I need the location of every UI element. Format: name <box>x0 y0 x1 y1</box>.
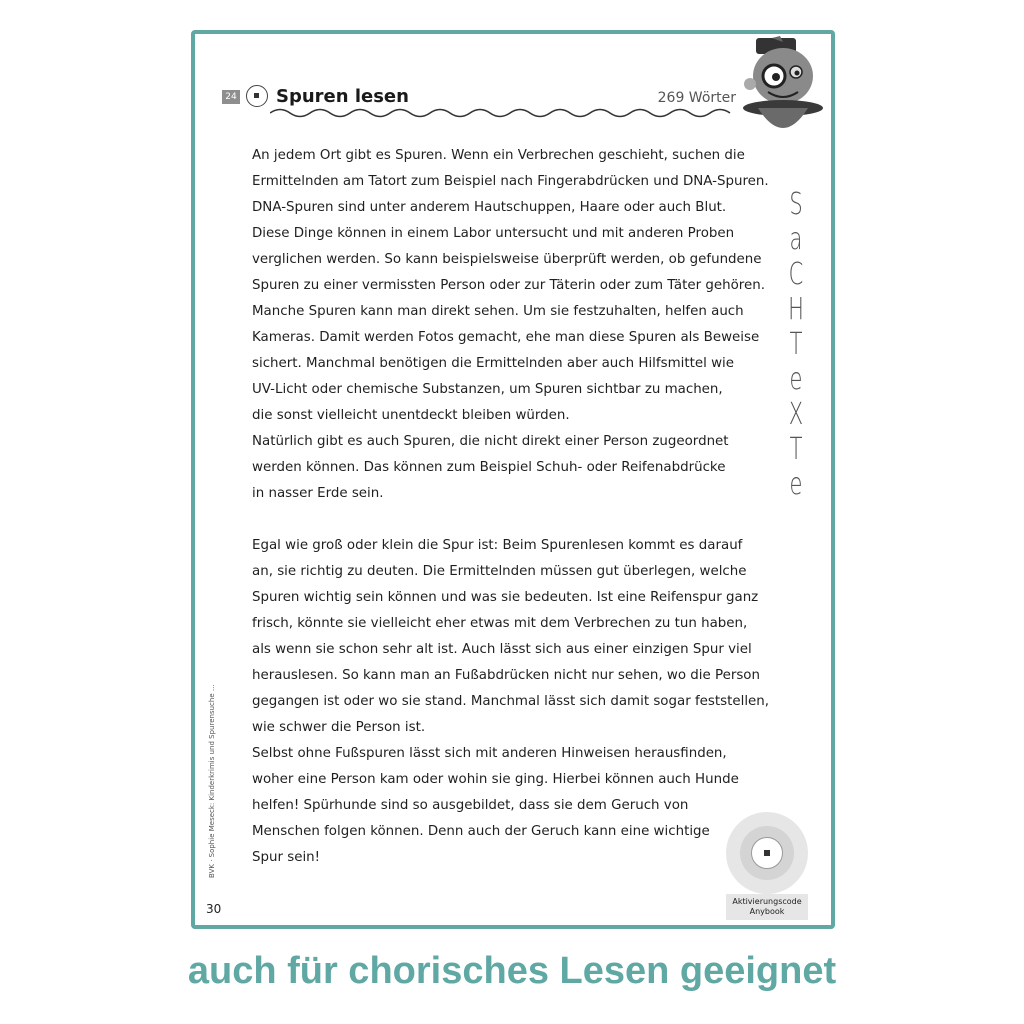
wavy-underline <box>270 106 740 120</box>
sidebar-letter: S <box>789 187 803 222</box>
sidebar-letter: X <box>788 397 804 432</box>
sidebar-letter: e <box>789 467 803 502</box>
activation-code-line1: Aktivierungscode <box>732 897 802 906</box>
page-title: Spuren lesen <box>276 86 409 107</box>
sidebar-letter: T <box>789 327 803 362</box>
sidebar-letter: H <box>788 292 804 327</box>
sidebar-vertical-word <box>781 187 811 502</box>
page-tag: 24 <box>222 90 240 104</box>
sidebar-letter: e <box>789 362 803 397</box>
activation-code-line2: Anybook <box>749 907 785 916</box>
sidebar-letter: a <box>789 222 803 257</box>
activation-code-label <box>726 894 808 920</box>
word-count: 269 Wörter <box>657 90 736 106</box>
paragraph: An jedem Ort gibt es Spuren. Wenn ein Verbrechen geschieht, suchen die Ermittelnden am Tatort zum Beispiel nach Fingerabdrücken und DNA-Spuren. DNA-Spuren sind unter anderem Hautschuppen, Haare oder auch Blut. Diese Dinge können in einem Labor untersucht und mit anderen Proben verglichen werden. So kann beispielsweise überprüft werden, ob gefundene Spuren zu einer vermissten Person oder zur Täterin oder zum Täter gehören. Manche Spuren kann man direkt sehen. Um sie festzuhalten, helfen auch Kameras. Damit werden Fotos gemacht, ehe man diese Spuren als Beweise sichert. Manchmal benötigen die Ermittelnden aber auch Hilfsmittel wie UV-Licht oder chemische Substanzen, um Spuren sichtbar zu machen, die sonst vielleicht unentdeckt bleiben würden. Natürlich gibt es auch Spuren, die nicht direkt einer Person zugeordnet werden können. Das können zum Beispiel Schuh- oder Reifenabdrücke in nasser Erde sein. <box>252 148 769 501</box>
caption: auch für chorisches Lesen geeignet <box>187 950 837 992</box>
paragraph: Egal wie groß oder klein die Spur ist: Beim Spurenlesen kommt es darauf an, sie richtig zu deuten. Die Ermittelnden müssen gut überlegen, welche Spuren wichtig sein können und was sie bedeuten. Ist eine Reifenspur ganz frisch, könnte sie vielleicht eher etwas mit dem Verbrechen zu tun haben, als wenn sie schon sehr alt ist. Auch lässt sich aus einer einzigen Spur viel herauslesen. So kann man an Fußabdrücken nicht nur sehen, wo die Person gegangen ist oder wo sie stand. Manchmal lässt sich damit sogar feststellen, wie schwer die Person ist. Selbst ohne Fußspuren lässt sich mit anderen Hinweisen herausfinden, woher eine Person kam oder wohin sie ging. Hierbei können auch Hunde helfen! Spürhunde sind so ausgebildet, dass sie dem Geruch von Menschen folgen können. Denn auch der Geruch kann eine wichtige Spur sein! <box>252 538 770 865</box>
body-text <box>252 143 792 871</box>
page-header <box>222 84 742 124</box>
mascot-detective-icon <box>738 36 828 140</box>
sidebar-letter: C <box>788 257 804 292</box>
activation-code-badge[interactable] <box>726 812 808 922</box>
qr-code-icon[interactable] <box>751 837 783 869</box>
sidebar-letter: T <box>789 432 803 467</box>
audio-qr-icon[interactable] <box>246 85 268 107</box>
side-credit: BVK · Sophie Meseck: Kinderkrimis und Spurensuche ... <box>208 684 216 878</box>
page-number: 30 <box>206 902 222 916</box>
